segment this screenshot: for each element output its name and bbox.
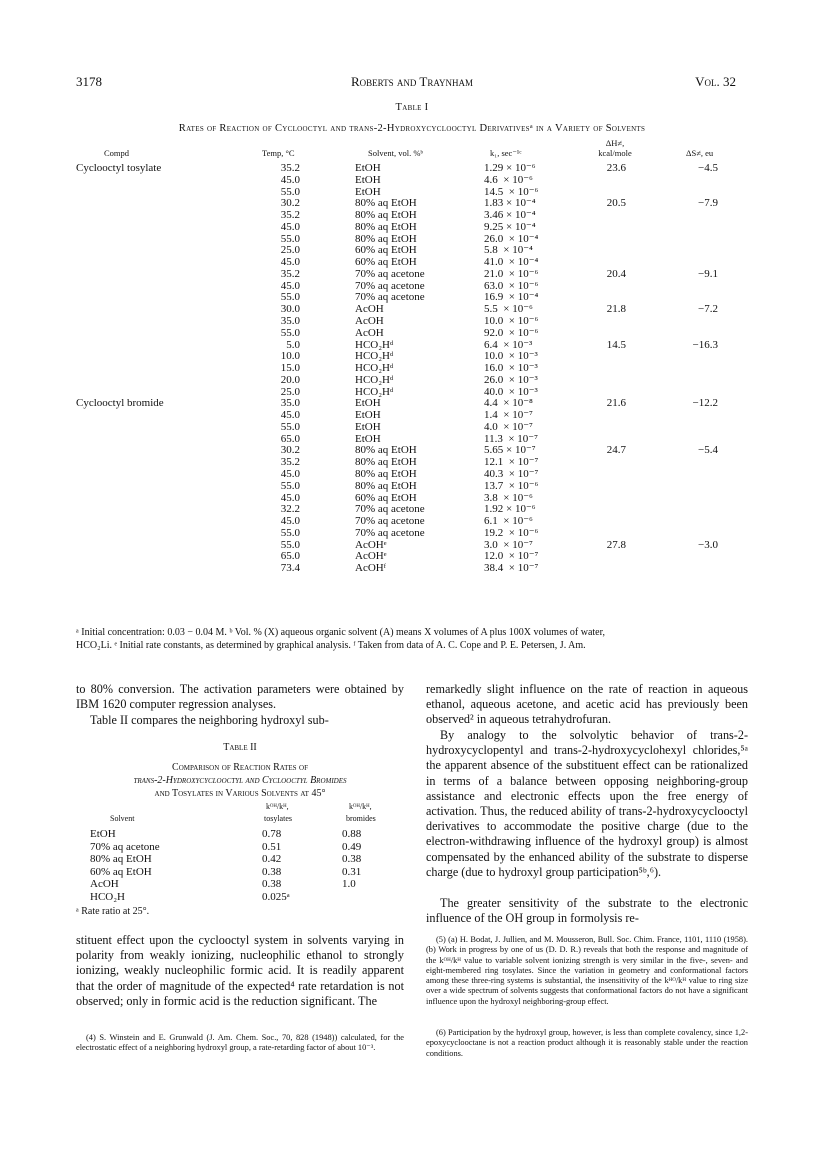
table-row xyxy=(0,268,824,280)
table1-label: Table I xyxy=(395,102,429,113)
table-row xyxy=(0,362,824,374)
cell-solvent: 70% aq acetone xyxy=(355,291,425,304)
left-para-3: stituent effect upon the cyclooctyl system in solvents varying in polarity from weakly ionizing, nucleophilic ethanol to strongly ionizing, weakly nucleophilic formic acid. It is readily apparent that the order of magnitude of the expected⁴ rate retardation is not observed; only in formic acid is the reduction significant. The xyxy=(76,933,404,1008)
cell-k: 40.0 × 10⁻³ xyxy=(484,385,538,398)
table-row xyxy=(0,421,824,433)
cell-solvent: HCO₂Hᵈ xyxy=(355,350,394,363)
table2-title-2: trans-2-Hydroxycyclooctyl and Cyclooctyl Bromides xyxy=(133,775,347,786)
cell-solvent: EtOH xyxy=(355,397,381,410)
cell-k: 1.83 × 10⁻⁴ xyxy=(484,197,536,210)
table-row xyxy=(0,527,824,539)
cell-solvent: AcOH xyxy=(90,878,119,890)
cell-tos: 0.78 xyxy=(262,828,282,840)
cell-br: 0.49 xyxy=(342,840,362,853)
table-row xyxy=(0,480,824,492)
cell-solvent: 60% aq EtOH xyxy=(355,256,417,269)
cell-solvent: 70% aq acetone xyxy=(355,267,425,280)
cell-k: 10.0 × 10⁻⁶ xyxy=(484,315,539,327)
cell-temp: 45.0 xyxy=(280,468,300,481)
table-row xyxy=(0,433,824,445)
footnote-5: (5) (a) H. Bodat, J. Jullien, and M. Mousseron, Bull. Soc. Chim. France, 1101, 1110 (1958). (b) Work in progress by one of us (D. D. R.) reveals that both the response and magnitude of the kᴼᴴ/kᴴ value to variable solvent ionizing strength is very similar in the five-, seven- and eight-membered ring tosylates. Since the variation in geometry and conformational factors among these three-ring systems is substantial, the insensitivity of the kᴴᴼ/kᴴ value to ring size over a wide spectrum of solvents suggests that conformational factors do not have a significant influence upon the hydroxyl neighboring-group effect. xyxy=(426,935,748,1006)
cell-br: 1.0 xyxy=(342,878,356,890)
cell-solvent: HCO₂H xyxy=(90,890,126,903)
cell-tos: 0.38 xyxy=(262,865,282,878)
table2-footnote: ᵃ Rate ratio at 25°. xyxy=(76,906,150,917)
cell-tos: 0.025ᵃ xyxy=(262,890,290,903)
cell-br: 0.31 xyxy=(342,865,362,878)
cell-temp: 30.2 xyxy=(280,197,300,210)
cell-dh: 21.8 xyxy=(606,303,626,316)
cell-k: 12.0 × 10⁻⁷ xyxy=(484,550,539,563)
cell-k: 92.0 × 10⁻⁶ xyxy=(484,326,539,339)
table-row xyxy=(76,853,476,865)
cell-solvent: HCO₂Hᵈ xyxy=(355,373,394,386)
cell-temp: 5.0 xyxy=(286,338,300,351)
col-compd: Compd xyxy=(104,148,130,158)
cell-solvent: 80% aq EtOH xyxy=(90,853,152,865)
cell-k: 6.1 × 10⁻⁶ xyxy=(484,515,533,528)
cell-dh: 21.6 xyxy=(606,397,626,410)
cell-temp: 55.0 xyxy=(280,326,300,339)
cell-temp: 35.0 xyxy=(280,397,300,410)
col-dh: kcal/mole xyxy=(598,148,632,158)
cell-k: 63.0 × 10⁻⁶ xyxy=(484,279,539,292)
cell-k: 19.2 × 10⁻⁶ xyxy=(484,526,539,539)
cell-solvent: AcOHᵉ xyxy=(355,538,387,551)
left-para-2: Table II compares the neighboring hydroxyl sub- xyxy=(90,713,329,727)
cell-solvent: 60% aq EtOH xyxy=(90,865,152,878)
table-row xyxy=(0,162,824,174)
table-row xyxy=(0,539,824,551)
cell-k: 11.3 × 10⁻⁷ xyxy=(484,432,538,445)
cell-k: 12.1 × 10⁻⁷ xyxy=(484,456,539,469)
cell-k: 1.29 × 10⁻⁶ xyxy=(484,162,536,174)
footnote-4: (4) S. Winstein and E. Grunwald (J. Am. Chem. Soc., 70, 828 (1948)) calculated, for the electrostatic effect of a neighboring hydroxyl group, a rate-retarding factor of about 10⁻³. xyxy=(76,1033,404,1053)
cell-solvent: AcOH xyxy=(355,303,384,316)
cell-k: 5.8 × 10⁻⁴ xyxy=(484,244,533,257)
table-row xyxy=(0,492,824,504)
cell-solvent: EtOH xyxy=(355,185,381,198)
table-row xyxy=(0,327,824,339)
cell-solvent: 70% aq acetone xyxy=(355,526,425,539)
cell-ds: −12.2 xyxy=(692,397,718,410)
cell-k: 5.5 × 10⁻⁶ xyxy=(484,303,533,316)
cell-temp: 25.0 xyxy=(280,385,300,398)
right-para-3: The greater sensitivity of the substrate to the electronic influence of the OH group in formolysis re- xyxy=(426,896,748,926)
cell-temp: 35.2 xyxy=(280,209,300,222)
cell-temp: 35.2 xyxy=(280,267,300,280)
cell-compd: Cyclooctyl bromide xyxy=(76,397,164,410)
col-k: k₁, sec⁻¹ᶜ xyxy=(490,148,522,158)
cell-k: 3.8 × 10⁻⁶ xyxy=(484,491,533,504)
table-row xyxy=(0,291,824,303)
cell-ds: −4.5 xyxy=(698,162,718,174)
table1-title: Rates of Reaction of Cyclooctyl and trans-2-Hydroxycyclooctyl Derivativesᵃ in a Variety of Solvents xyxy=(178,123,646,134)
cell-solvent: EtOH xyxy=(355,432,381,445)
col-br-top: kᴼᴴ/kᴴ, xyxy=(349,802,372,811)
cell-temp: 55.0 xyxy=(280,479,300,492)
cell-temp: 10.0 xyxy=(280,350,300,363)
cell-temp: 55.0 xyxy=(280,232,300,245)
table-row xyxy=(0,256,824,268)
cell-solvent: 80% aq EtOH xyxy=(355,456,417,469)
cell-solvent: 70% aq acetone xyxy=(90,840,160,853)
cell-solvent: 70% aq acetone xyxy=(355,503,425,516)
cell-dh: 14.5 xyxy=(606,338,626,351)
table-row xyxy=(0,503,824,515)
table2-title-1: Comparison of Reaction Rates of xyxy=(172,762,308,773)
table-row xyxy=(0,186,824,198)
table-row xyxy=(0,515,824,527)
table-row xyxy=(0,174,824,186)
cell-solvent: 80% aq EtOH xyxy=(355,209,417,222)
cell-solvent: HCO₂Hᵈ xyxy=(355,385,394,398)
cell-temp: 65.0 xyxy=(280,432,300,445)
cell-k: 13.7 × 10⁻⁶ xyxy=(484,479,539,492)
running-title: Roberts and Traynham xyxy=(350,74,474,89)
cell-solvent: 80% aq EtOH xyxy=(355,444,417,457)
cell-temp: 45.0 xyxy=(280,173,300,186)
col-tos-top: kᴼᴴ/kᴴ, xyxy=(266,802,289,811)
cell-temp: 45.0 xyxy=(280,409,300,422)
table2-label: Table II xyxy=(223,742,257,753)
table-row xyxy=(0,280,824,292)
cell-temp: 65.0 xyxy=(280,550,300,563)
cell-solvent: 70% aq acetone xyxy=(355,515,425,528)
cell-k: 16.0 × 10⁻³ xyxy=(484,362,538,375)
col-tosylates: tosylates xyxy=(264,814,292,823)
table-row xyxy=(0,350,824,362)
table-row xyxy=(0,468,824,480)
cell-solvent: AcOHᶠ xyxy=(355,562,387,575)
table-row xyxy=(0,244,824,256)
cell-dh: 20.5 xyxy=(606,197,626,210)
cell-solvent: 60% aq EtOH xyxy=(355,491,417,504)
cell-ds: −5.4 xyxy=(698,444,718,457)
cell-k: 3.46 × 10⁻⁴ xyxy=(484,209,536,222)
table-row xyxy=(0,197,824,209)
cell-solvent: EtOH xyxy=(355,162,381,174)
cell-k: 1.92 × 10⁻⁶ xyxy=(484,503,536,516)
col-ds: ΔS≠, eu xyxy=(686,148,714,158)
col-dh-top: ΔH≠, xyxy=(605,138,625,148)
right-para-2: By analogy to the solvolytic behavior of trans-2-hydroxycyclopentyl and trans-2-hydroxycyclohexyl chlorides,⁵ᵃ the apparent absence of the substituent effect can be rationalized in terms of a balance between opposing neighboring-group assistance and electronic effects upon the free energy of activation. Thus, the reduced ability of trans-2-hydroxycyclooctyl derivatives to accommodate the positive charge (due to the electron-withdrawing influence of the hydroxyl group) is almost compensated by the enhanced ability of the substrate to disperse charge (due to hydroxyl group participation⁵ᵇ,⁶). xyxy=(426,728,748,879)
table-row xyxy=(0,233,824,245)
table-row xyxy=(76,866,476,878)
cell-k: 1.4 × 10⁻⁷ xyxy=(484,409,533,422)
cell-solvent: EtOH xyxy=(355,409,381,422)
table-row xyxy=(0,315,824,327)
cell-k: 6.4 × 10⁻³ xyxy=(484,338,533,351)
volume-label: Vol. 32 xyxy=(695,74,736,89)
cell-temp: 30.2 xyxy=(280,444,300,457)
footnote-6: (6) Participation by the hydroxyl group, however, is less than complete covalency, since 1,2-epoxycyclooctane is not a reaction product although it is reasonably stable under the reaction conditions. xyxy=(426,1028,748,1058)
cell-dh: 24.7 xyxy=(606,444,626,457)
table-row xyxy=(76,841,476,853)
table-row xyxy=(0,339,824,351)
cell-br: 0.38 xyxy=(342,853,362,865)
cell-temp: 45.0 xyxy=(280,515,300,528)
cell-k: 21.0 × 10⁻⁶ xyxy=(484,267,539,280)
col-solvent: Solvent xyxy=(110,814,135,823)
cell-solvent: 80% aq EtOH xyxy=(355,232,417,245)
cell-solvent: HCO₂Hᵈ xyxy=(355,362,394,375)
cell-k: 16.9 × 10⁻⁴ xyxy=(484,291,539,304)
cell-k: 9.25 × 10⁻⁴ xyxy=(484,220,536,233)
table-row xyxy=(76,828,476,840)
cell-dh: 27.8 xyxy=(606,538,626,551)
col-solvent: Solvent, vol. %ᵇ xyxy=(368,148,424,158)
cell-solvent: HCO₂Hᵈ xyxy=(355,338,394,351)
cell-temp: 55.0 xyxy=(280,538,300,551)
cell-solvent: EtOH xyxy=(355,173,381,186)
cell-k: 5.65 × 10⁻⁷ xyxy=(484,444,536,457)
cell-k: 38.4 × 10⁻⁷ xyxy=(484,562,539,575)
col-temp: Temp, °C xyxy=(262,148,295,158)
cell-k: 4.6 × 10⁻⁶ xyxy=(484,173,533,186)
cell-tos: 0.51 xyxy=(262,840,282,853)
table-row xyxy=(0,221,824,233)
cell-k: 10.0 × 10⁻³ xyxy=(484,350,538,363)
cell-ds: −7.9 xyxy=(698,197,718,210)
table-row xyxy=(0,374,824,386)
table1-footnote-2: HCO₂Li. ᵉ Initial rate constants, as determined by graphical analysis. ᶠ Taken from data of A. C. Cope and P. E. Petersen, J. Am. xyxy=(76,640,586,651)
cell-temp: 55.0 xyxy=(280,185,300,198)
table-row xyxy=(76,891,476,903)
cell-k: 4.4 × 10⁻⁸ xyxy=(484,397,533,410)
cell-solvent: 60% aq EtOH xyxy=(355,244,417,257)
cell-temp: 35.2 xyxy=(280,162,300,174)
cell-solvent: 80% aq EtOH xyxy=(355,468,417,481)
cell-k: 41.0 × 10⁻⁴ xyxy=(484,256,539,269)
cell-tos: 0.42 xyxy=(262,853,282,865)
cell-dh: 23.6 xyxy=(606,162,626,174)
table-row xyxy=(0,562,824,574)
cell-ds: −7.2 xyxy=(698,303,718,316)
col-bromides: bromides xyxy=(346,814,376,823)
cell-k: 26.0 × 10⁻³ xyxy=(484,373,538,386)
cell-dh: 20.4 xyxy=(606,267,626,280)
cell-k: 4.0 × 10⁻⁷ xyxy=(484,420,533,433)
cell-solvent: 80% aq EtOH xyxy=(355,479,417,492)
cell-temp: 35.0 xyxy=(280,315,300,327)
table-row xyxy=(0,550,824,562)
cell-solvent: AcOH xyxy=(355,326,384,339)
cell-solvent: 80% aq EtOH xyxy=(355,220,417,233)
cell-solvent: AcOH xyxy=(355,315,384,327)
table-row xyxy=(0,386,824,398)
cell-temp: 55.0 xyxy=(280,526,300,539)
table-row xyxy=(76,878,476,890)
cell-k: 40.3 × 10⁻⁷ xyxy=(484,468,539,481)
cell-ds: −16.3 xyxy=(692,338,718,351)
cell-temp: 73.4 xyxy=(280,562,300,575)
cell-br: 0.88 xyxy=(342,828,362,840)
cell-solvent: AcOHᵉ xyxy=(355,550,387,563)
page-number: 3178 xyxy=(76,74,102,89)
right-para-1: remarkedly slight influence on the rate of reaction in aqueous ethanol, aqueous acetone, and acetic acid has previously been observed² in aqueous tetrahydrofuran. xyxy=(426,682,748,727)
left-para-1: to 80% conversion. The activation parameters were obtained by IBM 1620 computer regression analyses. xyxy=(76,682,404,712)
table1-footnote-1: ᵃ Initial concentration: 0.03 − 0.04 M. ᵇ Vol. % (X) aqueous organic solvent (A) means X volumes of A plus 100X volumes of water, xyxy=(76,627,606,638)
table-row xyxy=(0,397,824,409)
cell-k: 26.0 × 10⁻⁴ xyxy=(484,232,539,245)
table2-title-3: and Tosylates in Various Solvents at 45° xyxy=(154,788,326,799)
cell-temp: 45.0 xyxy=(280,256,300,269)
cell-temp: 55.0 xyxy=(280,291,300,304)
cell-tos: 0.38 xyxy=(262,878,282,890)
cell-temp: 30.0 xyxy=(280,303,300,316)
cell-solvent: EtOH xyxy=(90,828,116,840)
cell-temp: 45.0 xyxy=(280,220,300,233)
table-row xyxy=(0,209,824,221)
cell-temp: 55.0 xyxy=(280,420,300,433)
cell-temp: 25.0 xyxy=(280,244,300,257)
cell-temp: 35.2 xyxy=(280,456,300,469)
cell-k: 14.5 × 10⁻⁶ xyxy=(484,185,539,198)
cell-ds: −9.1 xyxy=(698,267,718,280)
table-row xyxy=(0,409,824,421)
cell-temp: 45.0 xyxy=(280,491,300,504)
table-row xyxy=(0,303,824,315)
cell-ds: −3.0 xyxy=(698,538,718,551)
cell-temp: 45.0 xyxy=(280,279,300,292)
cell-temp: 20.0 xyxy=(280,373,300,386)
table-row xyxy=(0,444,824,456)
cell-temp: 15.0 xyxy=(280,362,300,375)
table-row xyxy=(0,456,824,468)
cell-compd: Cyclooctyl tosylate xyxy=(76,162,162,174)
cell-solvent: EtOH xyxy=(355,420,381,433)
cell-temp: 32.2 xyxy=(280,503,300,516)
cell-solvent: 80% aq EtOH xyxy=(355,197,417,210)
cell-k: 3.0 × 10⁻⁷ xyxy=(484,538,533,551)
cell-solvent: 70% aq acetone xyxy=(355,279,425,292)
